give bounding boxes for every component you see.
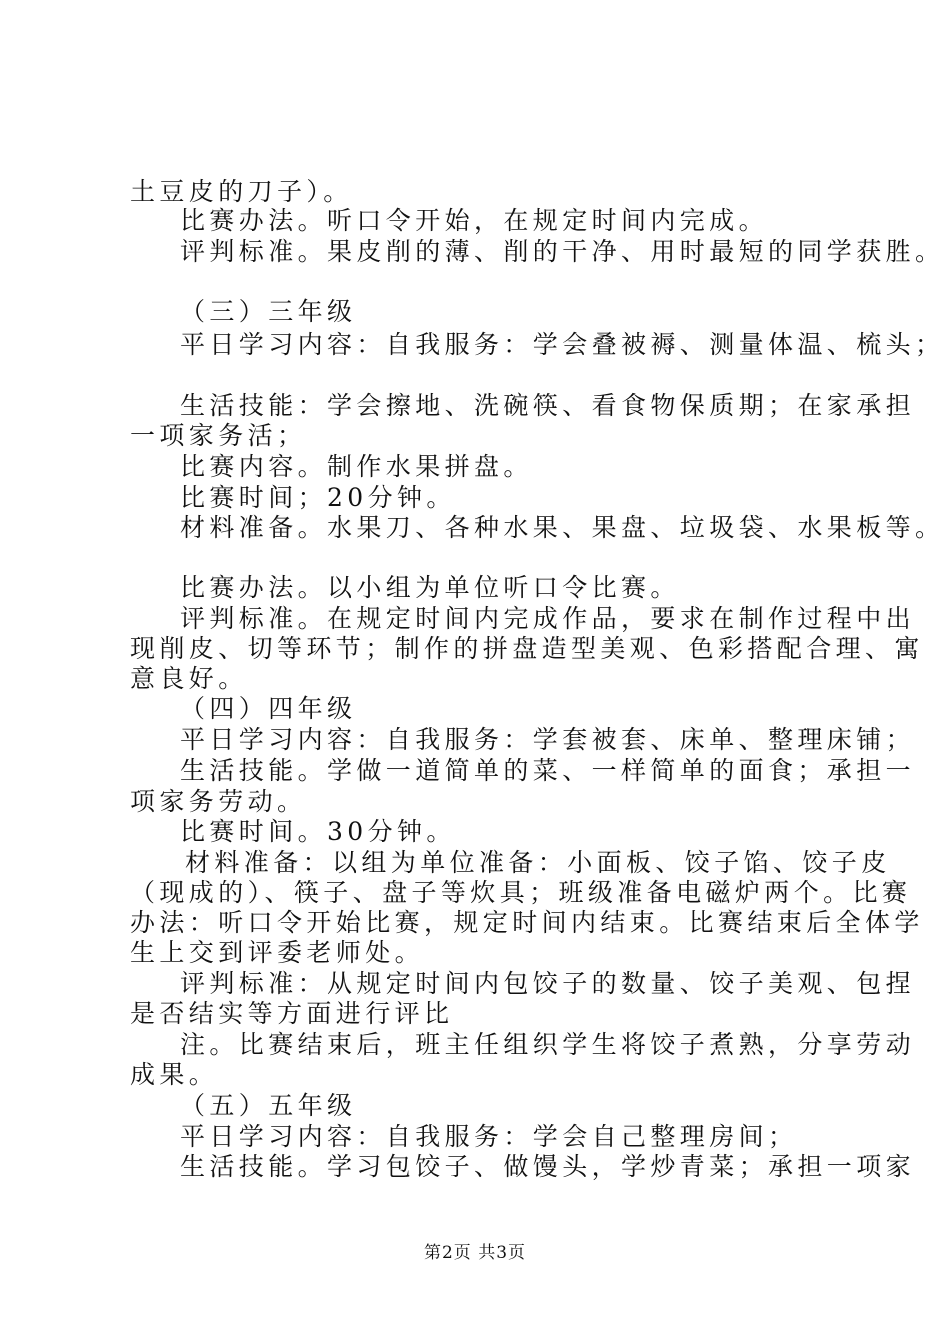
text-line: 现削皮、切等环节；制作的拼盘造型美观、色彩搭配合理、寓 — [130, 634, 924, 663]
text-line: 比赛办法。听口令开始，在规定时间内完成。 — [180, 206, 769, 235]
text-line: 成果。 — [130, 1060, 219, 1089]
text-line: （现成的）、筷子、盘子等炊具；班级准备电磁炉两个。比赛 — [130, 878, 912, 907]
text-line: 生活技能。学做一道简单的菜、一样简单的面食；承担一 — [180, 756, 916, 785]
text-line: 一项家务活； — [130, 421, 307, 450]
text-line: 平日学习内容：自我服务：学套被套、床单、整理床铺； — [180, 725, 916, 754]
text-line: 生活技能：学会擦地、洗碗筷、看食物保质期；在家承担 — [180, 391, 916, 420]
text-line: 评判标准。果皮削的薄、削的干净、用时最短的同学获胜。 — [180, 237, 945, 266]
section-heading: （五）五年级 — [180, 1091, 357, 1120]
text-line: 平日学习内容：自我服务：学会自己整理房间； — [180, 1122, 798, 1151]
section-heading: （三）三年级 — [180, 297, 357, 326]
text-line: 比赛内容。制作水果拼盘。 — [180, 452, 533, 481]
text-line: 比赛办法。以小组为单位听口令比赛。 — [180, 573, 680, 602]
page-footer: 第2页 共3页 — [423, 1243, 527, 1263]
text-line: 项家务劳动。 — [130, 787, 307, 816]
text-line: 意良好。 — [130, 664, 248, 693]
text-line: 评判标准：从规定时间内包饺子的数量、饺子美观、包捏 — [180, 969, 916, 998]
text-line: 土豆皮的刀子）。 — [130, 177, 353, 206]
text-line: 生活技能。学习包饺子、做馒头，学炒青菜；承担一项家 — [180, 1152, 916, 1181]
text-line: 比赛时间。30分钟。 — [180, 817, 456, 846]
text-line: 办法：听口令开始比赛，规定时间内结束。比赛结束后全体学 — [130, 908, 924, 937]
text-line: 注。比赛结束后，班主任组织学生将饺子煮熟，分享劳动 — [180, 1030, 916, 1059]
text-line: 比赛时间；20分钟。 — [180, 483, 456, 512]
text-line: 生上交到评委老师处。 — [130, 938, 425, 967]
text-line: 平日学习内容：自我服务：学会叠被褥、测量体温、梳头； — [180, 330, 945, 359]
text-line: 是否结实等方面进行评比 — [130, 999, 454, 1028]
text-line: 材料准备。水果刀、各种水果、果盘、垃圾袋、水果板等。 — [180, 513, 945, 542]
text-line: 评判标准。在规定时间内完成作品，要求在制作过程中出 — [180, 604, 916, 633]
section-heading: （四）四年级 — [180, 694, 357, 723]
text-line: 材料准备：以组为单位准备：小面板、饺子馅、饺子皮 — [185, 848, 891, 877]
